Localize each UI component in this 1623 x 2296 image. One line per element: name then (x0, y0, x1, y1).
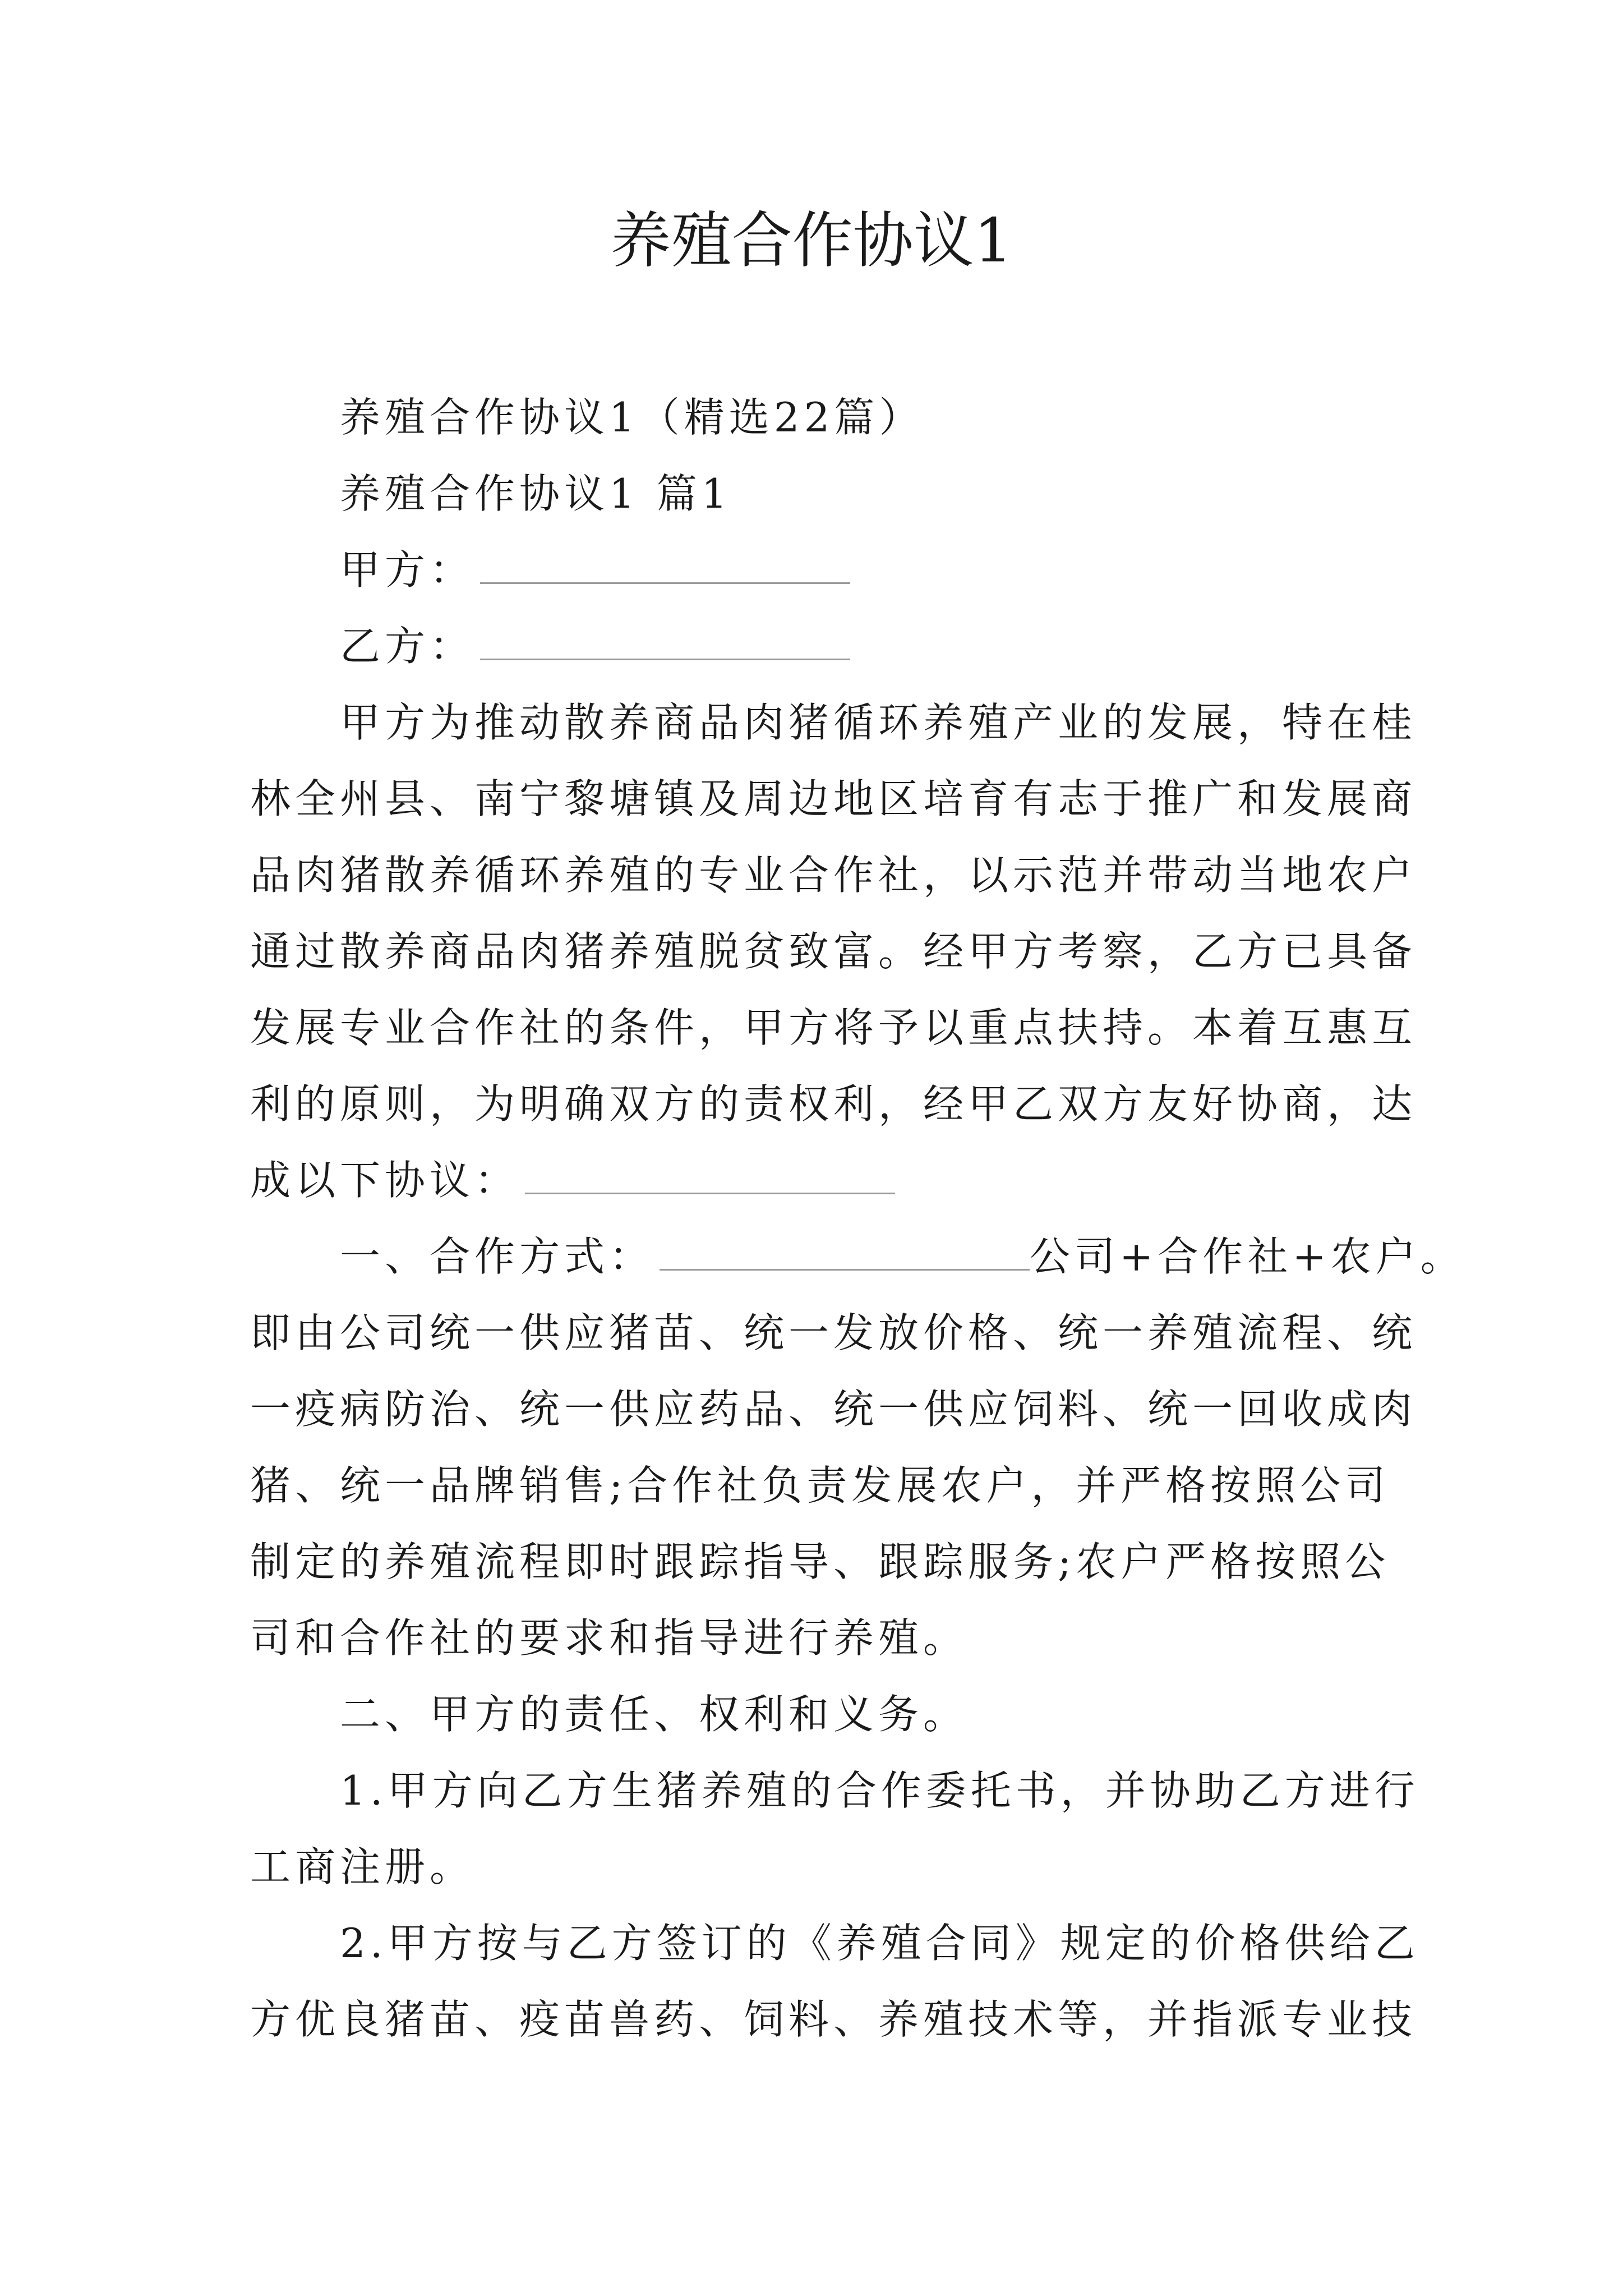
fill-in-blank (525, 1153, 895, 1194)
line-text-after-blank: 公司+合作社+农户。 (1030, 1233, 1465, 1280)
line-text: 养殖合作协议1 篇1 (340, 470, 732, 517)
line-text: 一疫病防治、统一供应药品、统一供应饲料、统一回收成肉 (250, 1386, 1417, 1433)
paragraph-line (250, 1218, 1465, 1295)
paragraph-line (250, 837, 1417, 913)
paragraph-line (250, 1066, 1417, 1142)
fill-in-blank (480, 619, 850, 660)
line-text: 成以下协议： (250, 1157, 520, 1204)
line-text: 养殖合作协议1（精选22篇） (340, 394, 924, 441)
paragraph-line (250, 1981, 1417, 2058)
line-text: 通过散养商品肉猪养殖脱贫致富。经甲方考察，乙方已具备 (250, 928, 1417, 975)
document-title: 养殖合作协议1 (610, 206, 1013, 276)
paragraph-line (250, 1829, 1372, 1905)
line-text: 工商注册。 (250, 1843, 475, 1890)
paragraph-line (250, 532, 1372, 608)
paragraph-line (250, 1447, 1390, 1524)
line-text: 猪、统一品牌销售;合作社负责发展农户，并严格按照公司 (250, 1462, 1390, 1509)
line-text: 品肉猪散养循环养殖的专业合作社，以示范并带动当地农户 (250, 852, 1417, 899)
document-body (250, 379, 1465, 2058)
line-text: 利的原则，为明确双方的责权利，经甲乙双方友好协商，达 (250, 1080, 1417, 1128)
line-text: 制定的养殖流程即时跟踪指导、跟踪服务;农户严格按照公 (250, 1538, 1390, 1585)
line-text: 甲方为推动散养商品肉猪循环养殖产业的发展，特在桂 (340, 699, 1417, 746)
paragraph-line (250, 1295, 1417, 1371)
line-text: 一、合作方式： (340, 1233, 654, 1280)
line-text: 乙方： (340, 623, 475, 670)
paragraph-line (250, 1524, 1390, 1600)
paragraph-line (250, 1676, 1372, 1752)
fill-in-blank (660, 1230, 1030, 1271)
paragraph-line (250, 1905, 1419, 1981)
line-text: 林全州县、南宁黎塘镇及周边地区培育有志于推广和发展商 (250, 775, 1417, 822)
paragraph-line (250, 1371, 1417, 1447)
line-text: 即由公司统一供应猪苗、统一发放价格、统一养殖流程、统 (250, 1309, 1417, 1356)
line-text: 1.甲方向乙方生猪养殖的合作委托书，并协助乙方进行 (340, 1767, 1419, 1814)
paragraph-line (250, 455, 1372, 532)
line-text: 甲方： (340, 546, 475, 593)
paragraph-line (250, 761, 1417, 837)
line-text: 发展专业合作社的条件，甲方将予以重点扶持。本着互惠互 (250, 1004, 1417, 1051)
paragraph-line (250, 1600, 1372, 1676)
paragraph-line (250, 379, 1372, 455)
paragraph-line (250, 913, 1417, 990)
fill-in-blank (480, 543, 850, 584)
line-text: 司和合作社的要求和指导进行养殖。 (250, 1614, 969, 1662)
line-text: 二、甲方的责任、权利和义务。 (340, 1691, 969, 1738)
paragraph-line (250, 684, 1417, 761)
paragraph-line (250, 1752, 1419, 1829)
paragraph-line (250, 990, 1417, 1066)
line-text: 方优良猪苗、疫苗兽药、饲料、养殖技术等，并指派专业技 (250, 1996, 1417, 2043)
paragraph-line (250, 1142, 1372, 1218)
paragraph-line (250, 608, 1372, 684)
line-text: 2.甲方按与乙方签订的《养殖合同》规定的价格供给乙 (340, 1920, 1419, 1967)
